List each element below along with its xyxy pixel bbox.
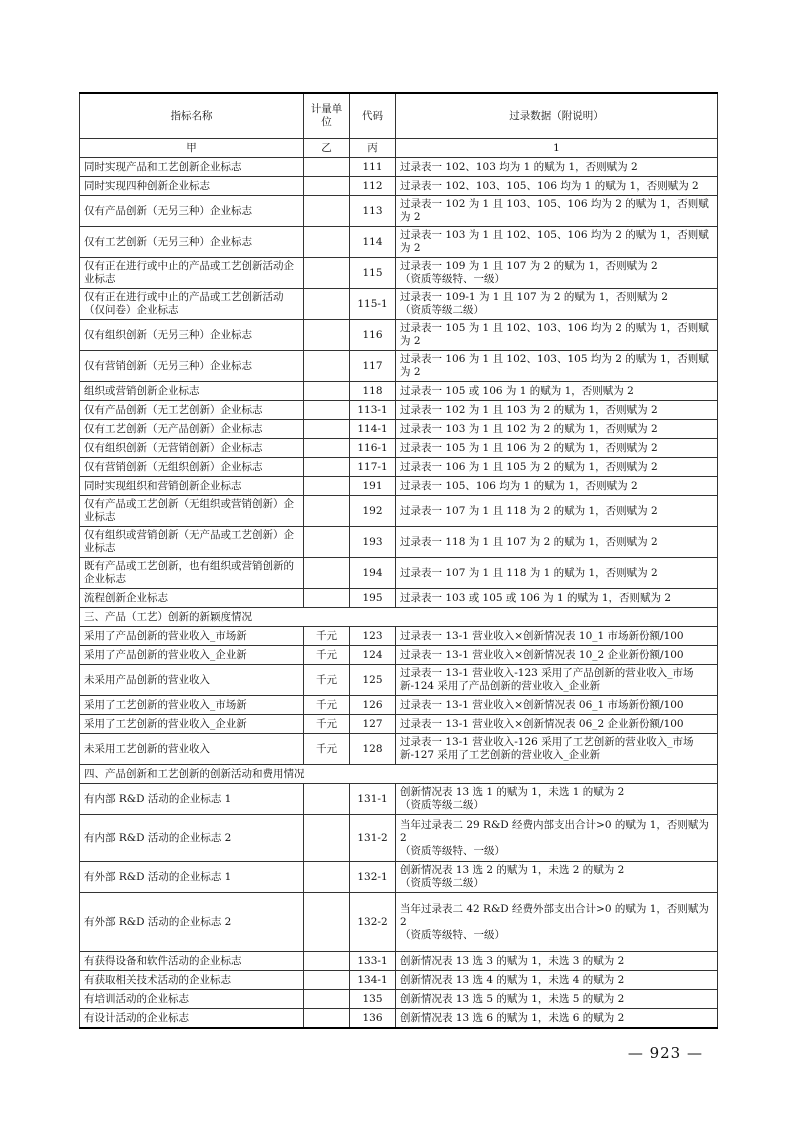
description-cell: 当年过录表二 29 R&D 经费内部支出合计>0 的赋为 1，否则赋为 2 （资质等级特、一级）	[396, 815, 718, 862]
table-row	[80, 496, 718, 527]
unit-cell	[304, 177, 350, 196]
unit-cell	[304, 990, 350, 1009]
table-row	[80, 952, 718, 971]
indicator-name: 未采用产品创新的营业收入	[80, 665, 304, 696]
code-cell: 128	[350, 734, 396, 765]
indicator-name: 同时实现组织和营销创新企业标志	[80, 477, 304, 496]
table-row	[80, 646, 718, 665]
indicator-name: 有内部 R&D 活动的企业标志 1	[80, 784, 304, 815]
indicator-table	[79, 92, 718, 1029]
table-row	[80, 227, 718, 258]
description-cell: 创新情况表 13 选 5 的赋为 1，未选 5 的赋为 2	[396, 990, 718, 1009]
table-row	[80, 971, 718, 990]
description-cell: 过录表一 13-1 营业收入-126 采用了工艺创新的营业收入_市场新-127 采用了工艺创新的营业收入_企业新	[396, 734, 718, 765]
indicator-name: 仅有正在进行或中止的产品或工艺创新活动（仅问卷）企业标志	[80, 289, 304, 320]
description-cell: 过录表一 105 为 1 且 106 为 2 的赋为 1，否则赋为 2	[396, 439, 718, 458]
unit-cell: 千元	[304, 627, 350, 646]
indicator-name: 有外部 R&D 活动的企业标志 2	[80, 893, 304, 952]
unit-cell	[304, 558, 350, 589]
code-cell: 131-1	[350, 784, 396, 815]
table-subheader-row	[80, 139, 718, 158]
unit-cell	[304, 815, 350, 862]
description-cell: 过录表一 103 或 105 或 106 为 1 的赋为 1，否则赋为 2	[396, 589, 718, 608]
description-cell: 创新情况表 13 选 6 的赋为 1，未选 6 的赋为 2	[396, 1009, 718, 1029]
table-row	[80, 862, 718, 893]
subheader-code: 丙	[350, 139, 396, 158]
code-cell: 132-1	[350, 862, 396, 893]
code-cell: 111	[350, 158, 396, 177]
indicator-name: 同时实现四种创新企业标志	[80, 177, 304, 196]
description-cell: 过录表一 13-1 营业收入×创新情况表 10_2 企业新份额/100	[396, 646, 718, 665]
indicator-name: 未采用工艺创新的营业收入	[80, 734, 304, 765]
code-cell: 136	[350, 1009, 396, 1029]
description-cell: 创新情况表 13 选 1 的赋为 1，未选 1 的赋为 2 （资质等级二级）	[396, 784, 718, 815]
description-cell: 过录表一 13-1 营业收入-123 采用了产品创新的营业收入_市场新-124 采用了产品创新的营业收入_企业新	[396, 665, 718, 696]
unit-cell: 千元	[304, 696, 350, 715]
indicator-name: 仅有工艺创新（无产品创新）企业标志	[80, 420, 304, 439]
indicator-name: 仅有工艺创新（无另三种）企业标志	[80, 227, 304, 258]
code-cell: 125	[350, 665, 396, 696]
code-cell: 193	[350, 527, 396, 558]
subheader-desc: 1	[396, 139, 718, 158]
description-cell: 当年过录表二 42 R&D 经费外部支出合计>0 的赋为 1，否则赋为 2 （资质等级特、一级）	[396, 893, 718, 952]
table-row	[80, 196, 718, 227]
indicator-name: 仅有产品创新（无另三种）企业标志	[80, 196, 304, 227]
table-row	[80, 734, 718, 765]
code-cell: 192	[350, 496, 396, 527]
indicator-name: 有获得设备和软件活动的企业标志	[80, 952, 304, 971]
description-cell: 过录表一 103 为 1 且 102 为 2 的赋为 1，否则赋为 2	[396, 420, 718, 439]
unit-cell: 千元	[304, 646, 350, 665]
header-unit: 计量单位	[304, 93, 350, 139]
code-cell: 117	[350, 351, 396, 382]
indicator-name: 有培训活动的企业标志	[80, 990, 304, 1009]
table-row	[80, 420, 718, 439]
description-cell: 过录表一 13-1 营业收入×创新情况表 10_1 市场新份额/100	[396, 627, 718, 646]
code-cell: 131-2	[350, 815, 396, 862]
table-row	[80, 158, 718, 177]
description-cell: 过录表一 106 为 1 且 105 为 2 的赋为 1，否则赋为 2	[396, 458, 718, 477]
table-row	[80, 177, 718, 196]
description-cell: 过录表一 103 为 1 且 102、105、106 均为 2 的赋为 1，否则赋为 2	[396, 227, 718, 258]
description-cell: 过录表一 102、103、105、106 均为 1 的赋为 1，否则赋为 2	[396, 177, 718, 196]
description-cell: 过录表一 109-1 为 1 且 107 为 2 的赋为 1，否则赋为 2 （资质等级二级）	[396, 289, 718, 320]
section-title: 三、产品（工艺）创新的新颖度情况	[80, 608, 718, 627]
description-cell: 过录表一 102、103 均为 1 的赋为 1，否则赋为 2	[396, 158, 718, 177]
code-cell: 123	[350, 627, 396, 646]
header-description: 过录数据（附说明）	[396, 93, 718, 139]
code-cell: 133-1	[350, 952, 396, 971]
table-row	[80, 527, 718, 558]
unit-cell	[304, 589, 350, 608]
unit-cell	[304, 527, 350, 558]
code-cell: 124	[350, 646, 396, 665]
indicator-name: 仅有正在进行或中止的产品或工艺创新活动企业标志	[80, 258, 304, 289]
table-row	[80, 784, 718, 815]
table-row	[80, 893, 718, 952]
code-cell: 118	[350, 382, 396, 401]
unit-cell	[304, 158, 350, 177]
description-cell: 创新情况表 13 选 4 的赋为 1，未选 4 的赋为 2	[396, 971, 718, 990]
table-body	[80, 158, 718, 1029]
unit-cell	[304, 320, 350, 351]
indicator-name: 有设计活动的企业标志	[80, 1009, 304, 1029]
unit-cell	[304, 420, 350, 439]
unit-cell	[304, 477, 350, 496]
unit-cell	[304, 893, 350, 952]
indicator-name: 采用了产品创新的营业收入_市场新	[80, 627, 304, 646]
table-row	[80, 665, 718, 696]
code-cell: 134-1	[350, 971, 396, 990]
header-indicator-name: 指标名称	[80, 93, 304, 139]
indicator-name: 采用了产品创新的营业收入_企业新	[80, 646, 304, 665]
table-row	[80, 477, 718, 496]
indicator-name: 仅有组织或营销创新（无产品或工艺创新）企业标志	[80, 527, 304, 558]
section-row	[80, 765, 718, 784]
indicator-name: 同时实现产品和工艺创新企业标志	[80, 158, 304, 177]
table-row	[80, 815, 718, 862]
table-row	[80, 627, 718, 646]
indicator-name: 采用了工艺创新的营业收入_市场新	[80, 696, 304, 715]
unit-cell	[304, 289, 350, 320]
code-cell: 194	[350, 558, 396, 589]
table-row	[80, 1009, 718, 1029]
unit-cell	[304, 862, 350, 893]
description-cell: 过录表一 105、106 均为 1 的赋为 1，否则赋为 2	[396, 477, 718, 496]
indicator-name: 有外部 R&D 活动的企业标志 1	[80, 862, 304, 893]
code-cell: 127	[350, 715, 396, 734]
code-cell: 114	[350, 227, 396, 258]
code-cell: 112	[350, 177, 396, 196]
code-cell: 114-1	[350, 420, 396, 439]
description-cell: 过录表一 105 或 106 为 1 的赋为 1，否则赋为 2	[396, 382, 718, 401]
code-cell: 132-2	[350, 893, 396, 952]
description-cell: 过录表一 118 为 1 且 107 为 2 的赋为 1，否则赋为 2	[396, 527, 718, 558]
unit-cell	[304, 351, 350, 382]
table-row	[80, 990, 718, 1009]
indicator-name: 仅有营销创新（无另三种）企业标志	[80, 351, 304, 382]
table-row	[80, 382, 718, 401]
indicator-name: 有内部 R&D 活动的企业标志 2	[80, 815, 304, 862]
table-row	[80, 289, 718, 320]
table-row	[80, 401, 718, 420]
description-cell: 过录表一 102 为 1 且 103、105、106 均为 2 的赋为 1，否则赋为 2	[396, 196, 718, 227]
section-title: 四、产品创新和工艺创新的创新活动和费用情况	[80, 765, 718, 784]
header-code: 代码	[350, 93, 396, 139]
indicator-name: 仅有产品创新（无工艺创新）企业标志	[80, 401, 304, 420]
table-row	[80, 439, 718, 458]
indicator-name: 组织或营销创新企业标志	[80, 382, 304, 401]
description-cell: 创新情况表 13 选 3 的赋为 1，未选 3 的赋为 2	[396, 952, 718, 971]
unit-cell	[304, 401, 350, 420]
code-cell: 191	[350, 477, 396, 496]
section-row	[80, 608, 718, 627]
indicator-name: 流程创新企业标志	[80, 589, 304, 608]
code-cell: 116	[350, 320, 396, 351]
code-cell: 195	[350, 589, 396, 608]
code-cell: 117-1	[350, 458, 396, 477]
table-row	[80, 258, 718, 289]
indicator-name: 仅有组织创新（无另三种）企业标志	[80, 320, 304, 351]
description-cell: 过录表一 109 为 1 且 107 为 2 的赋为 1，否则赋为 2 （资质等级特、一级）	[396, 258, 718, 289]
table-header-row	[80, 93, 718, 139]
indicator-name: 仅有营销创新（无组织创新）企业标志	[80, 458, 304, 477]
description-cell: 过录表一 106 为 1 且 102、103、105 均为 2 的赋为 1，否则赋为 2	[396, 351, 718, 382]
table-row	[80, 696, 718, 715]
indicator-name: 有获取相关技术活动的企业标志	[80, 971, 304, 990]
description-cell: 过录表一 13-1 营业收入×创新情况表 06_2 企业新份额/100	[396, 715, 718, 734]
unit-cell	[304, 258, 350, 289]
description-cell: 过录表一 13-1 营业收入×创新情况表 06_1 市场新份额/100	[396, 696, 718, 715]
description-cell: 过录表一 107 为 1 且 118 为 1 的赋为 1，否则赋为 2	[396, 558, 718, 589]
code-cell: 116-1	[350, 439, 396, 458]
table-row	[80, 589, 718, 608]
unit-cell	[304, 496, 350, 527]
table-row	[80, 715, 718, 734]
code-cell: 126	[350, 696, 396, 715]
code-cell: 113	[350, 196, 396, 227]
unit-cell: 千元	[304, 665, 350, 696]
unit-cell	[304, 952, 350, 971]
code-cell: 115-1	[350, 289, 396, 320]
table-row	[80, 351, 718, 382]
subheader-name: 甲	[80, 139, 304, 158]
description-cell: 过录表一 102 为 1 且 103 为 2 的赋为 1，否则赋为 2	[396, 401, 718, 420]
description-cell: 过录表一 107 为 1 且 118 为 2 的赋为 1，否则赋为 2	[396, 496, 718, 527]
code-cell: 113-1	[350, 401, 396, 420]
unit-cell	[304, 439, 350, 458]
table-row	[80, 558, 718, 589]
subheader-unit: 乙	[304, 139, 350, 158]
unit-cell	[304, 196, 350, 227]
unit-cell	[304, 227, 350, 258]
table-row	[80, 320, 718, 351]
page-number: — 923 —	[627, 1044, 703, 1062]
indicator-name: 既有产品或工艺创新，也有组织或营销创新的企业标志	[80, 558, 304, 589]
unit-cell: 千元	[304, 715, 350, 734]
code-cell: 135	[350, 990, 396, 1009]
unit-cell: 千元	[304, 734, 350, 765]
unit-cell	[304, 971, 350, 990]
description-cell: 过录表一 105 为 1 且 102、103、106 均为 2 的赋为 1，否则赋为 2	[396, 320, 718, 351]
code-cell: 115	[350, 258, 396, 289]
description-cell: 创新情况表 13 选 2 的赋为 1，未选 2 的赋为 2 （资质等级二级）	[396, 862, 718, 893]
unit-cell	[304, 784, 350, 815]
unit-cell	[304, 382, 350, 401]
unit-cell	[304, 1009, 350, 1029]
table-row	[80, 458, 718, 477]
indicator-name: 采用了工艺创新的营业收入_企业新	[80, 715, 304, 734]
indicator-name: 仅有组织创新（无营销创新）企业标志	[80, 439, 304, 458]
unit-cell	[304, 458, 350, 477]
indicator-name: 仅有产品或工艺创新（无组织或营销创新）企业标志	[80, 496, 304, 527]
